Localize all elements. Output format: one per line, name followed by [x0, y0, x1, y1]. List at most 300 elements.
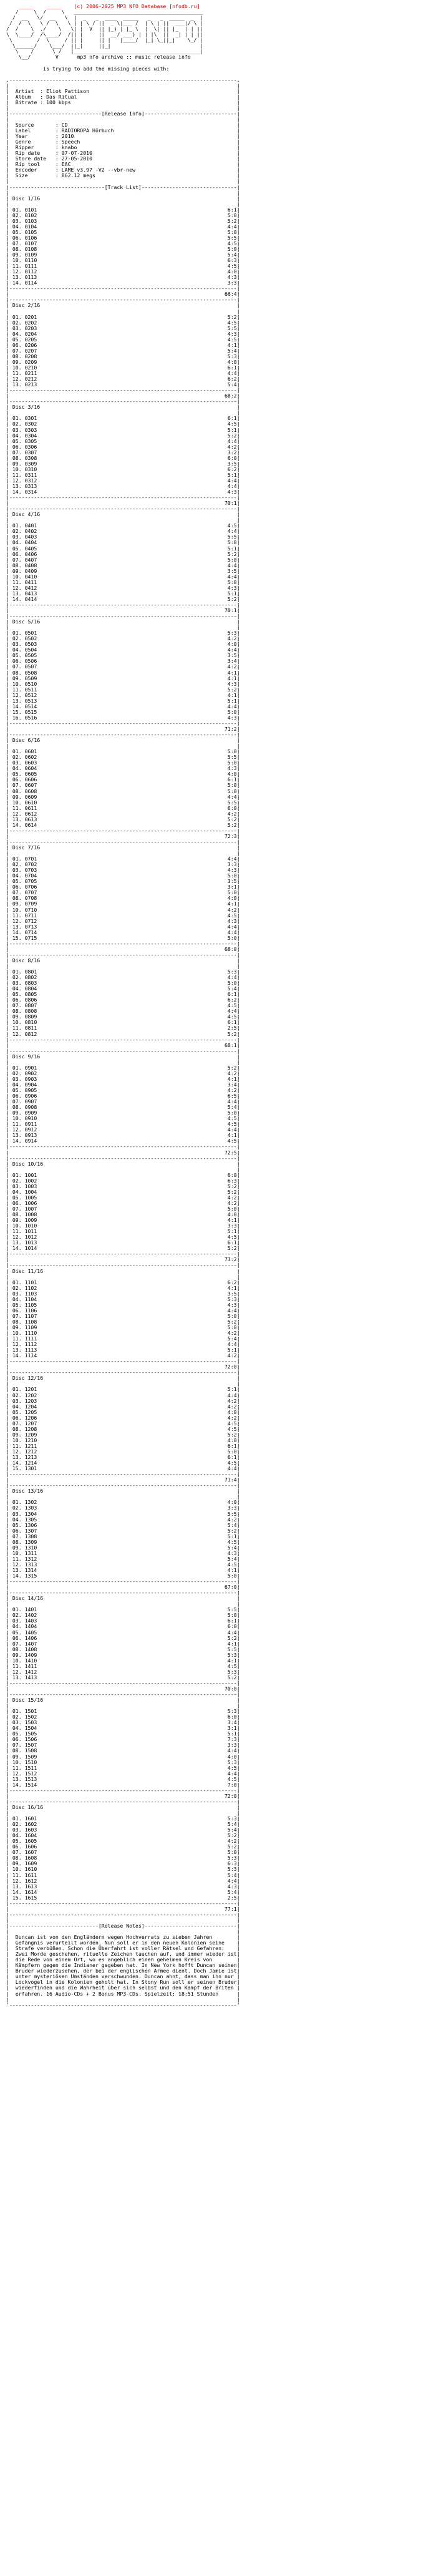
- disc-sep: |--------------------------------------------------------------------------|: [6, 951, 240, 958]
- track-row: | 01. 0601 5:0|: [6, 748, 240, 755]
- track-row: | 09. 0709 4:1|: [6, 900, 240, 907]
- track-row: | 07. 0507 4:2|: [6, 663, 240, 670]
- track-row: | 13. 0313 4:4|: [6, 482, 240, 489]
- track-row: | 13. 1213 6:1|: [6, 1454, 240, 1461]
- track-row: | 01. 1001 6:0|: [6, 1171, 240, 1178]
- track-row: | 03. 1203 4:2|: [6, 1397, 240, 1404]
- disc-label: | Disc 11/16 |: [6, 1267, 240, 1274]
- track-row: | 02. 1303 3:3|: [6, 1505, 240, 1511]
- track-row: | 16. 0516 4:3|: [6, 714, 240, 721]
- disc-blank: | |: [6, 200, 240, 207]
- track-row: | 04. 1504 3:1|: [6, 1725, 240, 1732]
- track-row: | 05. 0305 4:4|: [6, 437, 240, 444]
- disc-label: | Disc 1/16 |: [6, 195, 240, 202]
- track-row: | 06. 0106 5:5|: [6, 234, 240, 241]
- release-info-line: | Store date : 27-05-2010 |: [6, 155, 240, 162]
- disc-sep: |--------------------------------------------------------------------------|: [6, 1154, 240, 1161]
- track-row: | 02. 0902 4:2|: [6, 1070, 240, 1076]
- disc-sep: |--------------------------------------------------------------------------|: [6, 1251, 240, 1257]
- track-row: | 06. 0206 4:1|: [6, 341, 240, 348]
- track-row: | 01. 0301 6:1|: [6, 415, 240, 422]
- disc-blank: | |: [6, 1380, 240, 1387]
- disc-sep: |--------------------------------------------------------------------------|: [6, 940, 240, 947]
- disc-sep: |--------------------------------------------------------------------------|: [6, 613, 240, 620]
- track-row: | 09. 0309 3:5|: [6, 460, 240, 467]
- track-row: | 10. 1410 4:1|: [6, 1657, 240, 1664]
- track-row: | 12. 1012 4:5|: [6, 1234, 240, 1241]
- track-row: | 03. 1403 6:1|: [6, 1617, 240, 1624]
- track-row: | 03. 1603 5:4|: [6, 1827, 240, 1833]
- track-row: | 13. 0413 5:1|: [6, 590, 240, 597]
- disc-sep: |--------------------------------------------------------------------------|: [6, 731, 240, 738]
- release-info-line: | Rip date : 07-07-2010 |: [6, 150, 240, 157]
- disc-total: | 68:2|: [6, 393, 240, 399]
- track-row: | 10. 0710 4:2|: [6, 906, 240, 913]
- track-row: | 07. 0107 4:5|: [6, 240, 240, 246]
- track-row: | 07. 0807 4:5|: [6, 1002, 240, 1009]
- track-row: | 12. 1512 4:4|: [6, 1770, 240, 1777]
- disc-sep: |--------------------------------------------------------------------------|: [6, 1578, 240, 1585]
- track-row: | 12. 0312 4:4|: [6, 477, 240, 484]
- track-row: | 03. 1103 3:5|: [6, 1290, 240, 1297]
- disc-total: | 72:5|: [6, 1149, 240, 1156]
- header-logo-line: \__/ V mp3 nfo archive :: music release info: [6, 54, 191, 61]
- release-notes-title: |-----------------------------[Release Notes]------------------------------|: [6, 1922, 240, 1929]
- track-row: | 04. 0904 3:4|: [6, 1081, 240, 1088]
- track-row: | 14. 1315 5:0|: [6, 1573, 240, 1579]
- track-row: | 01. 0201 5:2|: [6, 313, 240, 320]
- notes-line: | wiederfinden und die Wahrheit über sich selbst und den Kampf der Briten |: [6, 1984, 240, 1991]
- track-row: | 07. 1607 5:0|: [6, 1849, 240, 1856]
- track-row: | 08. 1309 4:5|: [6, 1538, 240, 1545]
- track-row: | 14. 0714 4:4|: [6, 929, 240, 935]
- track-row: | 05. 1405 4:4|: [6, 1629, 240, 1636]
- notes-line: | Bruder wiederzusehen, der bei der englischen Armee dient. Doch Jamie ist|: [6, 1968, 240, 1974]
- track-row: | 09. 0609 4:4|: [6, 793, 240, 800]
- disc-total: | 72:3|: [6, 832, 240, 839]
- disc-total: | 71:4|: [6, 1476, 240, 1483]
- track-row: | 14. 1014 5:2|: [6, 1245, 240, 1252]
- track-row: | 05. 0905 4:2|: [6, 1087, 240, 1093]
- disc-sep: |--------------------------------------------------------------------------|: [6, 1900, 240, 1906]
- track-row: | 14. 0414 5:2|: [6, 595, 240, 602]
- track-row: | 04. 1404 6:0|: [6, 1623, 240, 1630]
- track-row: | 05. 0405 5:1|: [6, 545, 240, 552]
- track-row: | 08. 0108 5:0|: [6, 246, 240, 253]
- header-logo-line: / \ / \ __________________________________________: [6, 9, 203, 16]
- track-row: | 09. 0109 5:4|: [6, 251, 240, 258]
- track-row: | 08. 0808 4:4|: [6, 1008, 240, 1015]
- track-row: | 12. 1612 4:4|: [6, 1877, 240, 1884]
- track-row: | 03. 1304 5:5|: [6, 1510, 240, 1517]
- disc-blank: | |: [6, 1493, 240, 1500]
- track-row: | 08. 1608 5:3|: [6, 1855, 240, 1861]
- track-row: | 09. 0209 4:0|: [6, 358, 240, 365]
- track-row: | 03. 0903 4:1|: [6, 1075, 240, 1082]
- track-row: | 04. 0604 4:3|: [6, 765, 240, 772]
- track-row: | 07. 1007 5:0|: [6, 1205, 240, 1212]
- track-row: | 06. 1006 4:2|: [6, 1199, 240, 1206]
- track-row: | 07. 0607 5:0|: [6, 782, 240, 789]
- track-row: | 06. 0306 4:2|: [6, 443, 240, 450]
- track-row: | 02. 0402 4:4|: [6, 528, 240, 535]
- disc-sep: |--------------------------------------------------------------------------|: [6, 720, 240, 726]
- track-row: | 10. 1311 4:3|: [6, 1549, 240, 1556]
- notes-blank: | |: [6, 1928, 240, 1934]
- track-row: | 12. 0412 4:3|: [6, 584, 240, 591]
- track-row: | 07. 0907 4:4|: [6, 1098, 240, 1105]
- track-row: | 06. 0406 5:2|: [6, 550, 240, 557]
- track-row: | 08. 1208 4:5|: [6, 1425, 240, 1432]
- info-line: | Artist : Eliot Pattison |: [6, 87, 240, 94]
- track-row: | 10. 0910 4:5|: [6, 1115, 240, 1122]
- track-row: | 12. 0712 4:3|: [6, 917, 240, 924]
- disc-label: | Disc 8/16 |: [6, 957, 240, 964]
- track-row: | 13. 0713 4:4|: [6, 923, 240, 930]
- track-row: | 08. 0508 4:1|: [6, 669, 240, 676]
- disc-total: | 68:1|: [6, 1042, 240, 1048]
- header-logo-line: / __ \/ __ \ | _ _ ____ _____ _ _ _____ _ |: [6, 14, 203, 21]
- notes-line: | erfahren. 16 Audio-CDs + 2 Bonus MP3-CDs. Spielzeit: 18:51 Stunden |: [6, 1990, 240, 1997]
- track-row: | 06. 0606 6:1|: [6, 776, 240, 783]
- disc-blank: | |: [6, 409, 240, 416]
- track-row: | 03. 0803 5:0|: [6, 980, 240, 987]
- release-box-blank: | |: [6, 115, 240, 122]
- disc-blank: | |: [6, 517, 240, 524]
- track-row: | 06. 1406 5:2|: [6, 1634, 240, 1641]
- track-row: | 12. 0212 6:2|: [6, 376, 240, 383]
- release-info-line: | Source : CD |: [6, 121, 240, 128]
- track-row: | 04. 1004 5:2|: [6, 1188, 240, 1195]
- track-row: | 14. 0614 5:2|: [6, 821, 240, 828]
- track-row: | 06. 1206 4:2|: [6, 1414, 240, 1421]
- track-row: | 02. 0102 5:0|: [6, 212, 240, 218]
- track-row: | 03. 0603 5:0|: [6, 759, 240, 766]
- disc-blank: | |: [6, 1702, 240, 1709]
- track-row: | 12. 1313 4:5|: [6, 1561, 240, 1568]
- track-row: | 01. 1501 5:3|: [6, 1708, 240, 1715]
- track-row: | 15. 0515 5:0|: [6, 708, 240, 715]
- disc-total: | 68:0|: [6, 945, 240, 952]
- track-row: | 03. 0703 4:3|: [6, 867, 240, 874]
- notes-line: | die Rede von einem Ort, wo es angeblich einen geheimen Kreis von |: [6, 1956, 240, 1963]
- disc-sep: |--------------------------------------------------------------------------|: [6, 1369, 240, 1376]
- track-row: | 14. 0314 4:3|: [6, 489, 240, 495]
- track-row: | 01. 1601 5:3|: [6, 1815, 240, 1822]
- track-row: | 10. 1110 4:2|: [6, 1330, 240, 1337]
- track-box-blank: | |: [6, 189, 240, 196]
- disc-total: | 67:0|: [6, 1584, 240, 1591]
- header-logo-line: _____ _____ (c) 2006-2025 MP3 NFO Database [nfodb.ru]: [6, 3, 200, 9]
- track-row: | 05. 0205 4:5|: [6, 336, 240, 343]
- track-row: | 07. 1308 5:1|: [6, 1533, 240, 1539]
- track-row: | 05. 1605 4:2|: [6, 1838, 240, 1845]
- track-row: | 11. 0311 5:1|: [6, 471, 240, 478]
- disc-blank: | |: [6, 624, 240, 631]
- track-row: | 10. 1210 4:0|: [6, 1437, 240, 1443]
- track-row: | 10. 0510 4:3|: [6, 680, 240, 687]
- header-logo-line: \ / \ / |_________________________________________|: [6, 48, 203, 55]
- disc-sep: |--------------------------------------------------------------------------|: [6, 1358, 240, 1365]
- track-row: | 05. 0605 4:0|: [6, 771, 240, 778]
- release-info-line: | Size : 862.12 megs |: [6, 172, 240, 179]
- track-row: | 01. 1201 5:1|: [6, 1386, 240, 1393]
- track-row: | 02. 0202 4:5|: [6, 319, 240, 326]
- disc-label: | Disc 14/16 |: [6, 1595, 240, 1602]
- track-row: | 12. 0812 5:2|: [6, 1030, 240, 1037]
- track-row: | 08. 1408 5:5|: [6, 1646, 240, 1652]
- track-row: | 07. 0207 5:4|: [6, 347, 240, 354]
- track-row: | 12. 0512 4:1|: [6, 691, 240, 698]
- header-logo-line: is trying to add the missing pieces with:: [6, 65, 170, 72]
- notes-line: | unter mysteriösen Umständen verschwunden. Duncan ahnt, dass man ihn nur |: [6, 1973, 240, 1980]
- track-row: | 09. 0909 5:0|: [6, 1110, 240, 1116]
- track-row: | 06. 0506 3:4|: [6, 658, 240, 665]
- track-row: | 01. 1101 6:2|: [6, 1279, 240, 1286]
- track-row: | 11. 0811 2:5|: [6, 1025, 240, 1032]
- info-box-blank: | |: [6, 82, 240, 89]
- track-row: | 12. 1112 4:4|: [6, 1341, 240, 1348]
- track-row: | 12. 0112 4:0|: [6, 268, 240, 275]
- track-row: | 10. 1010 3:3|: [6, 1222, 240, 1229]
- track-row: | 01. 0401 4:5|: [6, 522, 240, 529]
- info-line: | Bitrate : 100 kbps |: [6, 99, 240, 105]
- track-row: | 11. 0211 4:4|: [6, 370, 240, 377]
- notes-line: | Kämpfern gegen die Indianer gegeben hat. In New York hofft Duncan seinen|: [6, 1962, 240, 1969]
- notes-blank: | |: [6, 1996, 240, 2003]
- release-box-blank: | |: [6, 178, 240, 185]
- track-row: | 06. 1606 5:2|: [6, 1843, 240, 1850]
- track-row: | 14. 0914 4:5|: [6, 1138, 240, 1144]
- track-row: | 13. 1013 6:1|: [6, 1239, 240, 1246]
- disc-sep: |--------------------------------------------------------------------------|: [6, 1911, 240, 1918]
- track-row: | 11. 1011 5:1|: [6, 1228, 240, 1235]
- track-row: | 03. 0103 5:2|: [6, 217, 240, 224]
- release-info-line: | Year : 2010 |: [6, 133, 240, 140]
- disc-label: | Disc 16/16 |: [6, 1803, 240, 1810]
- track-row: | 11. 0511 5:2|: [6, 686, 240, 693]
- disc-sep: |--------------------------------------------------------------------------|: [6, 1691, 240, 1698]
- disc-label: | Disc 12/16 |: [6, 1375, 240, 1382]
- track-row: | 08. 0208 5:3|: [6, 353, 240, 359]
- track-row: | 09. 0809 4:5|: [6, 1013, 240, 1020]
- notes-line: | Gefängnis verurteilt worden. Nun soll er in den neuen Kolonien seine |: [6, 1939, 240, 1946]
- track-row: | 07. 0307 3:2|: [6, 449, 240, 456]
- disc-total: | 70:1|: [6, 607, 240, 614]
- track-row: | 02. 1602 5:4|: [6, 1821, 240, 1828]
- disc-sep: |--------------------------------------------------------------------------|: [6, 285, 240, 292]
- track-list-title: |-------------------------------[Track List]-------------------------------|: [6, 183, 240, 190]
- track-row: | 05. 1306 5:4|: [6, 1521, 240, 1528]
- track-row: | 14. 1114 4:2|: [6, 1352, 240, 1359]
- disc-label: | Disc 7/16 |: [6, 844, 240, 851]
- header-logo-line: \ \____/ /\____/ /|| | || __/ ___) | | |\ || _| | | ||: [6, 31, 203, 38]
- track-row: | 08. 0908 5:4|: [6, 1104, 240, 1111]
- disc-total: | 77:1|: [6, 1905, 240, 1912]
- disc-sep: |--------------------------------------------------------------------------|: [6, 398, 240, 405]
- track-row: | 10. 0810 6:1|: [6, 1019, 240, 1026]
- track-row: | 07. 0407 5:0|: [6, 556, 240, 563]
- disc-sep: |--------------------------------------------------------------------------|: [6, 1679, 240, 1686]
- track-row: | 09. 1509 4:0|: [6, 1753, 240, 1760]
- disc-label: | Disc 2/16 |: [6, 302, 240, 309]
- track-row: | 10. 0310 6:2|: [6, 466, 240, 472]
- track-row: | 08. 1508 4:4|: [6, 1747, 240, 1754]
- notes-line: | Lockvogel in die Kolonien geholt hat. In Stony Run soll er seinen Bruder|: [6, 1979, 240, 1986]
- header-logo-line: \ / \ / || | || | |____/ |_| \_||_| \_/ |: [6, 37, 203, 44]
- track-row: | 05. 1505 5:1|: [6, 1730, 240, 1737]
- release-info-line: | Rip tool : EAC |: [6, 161, 240, 168]
- track-row: | 06. 1506 7:3|: [6, 1736, 240, 1743]
- track-row: | 13. 1413 5:2|: [6, 1674, 240, 1681]
- track-row: | 14. 0514 4:4|: [6, 703, 240, 710]
- track-row: | 06. 0906 6:5|: [6, 1093, 240, 1100]
- track-row: | 11. 0911 4:5|: [6, 1121, 240, 1128]
- track-row: | 01. 0501 5:3|: [6, 630, 240, 637]
- track-row: | 04. 0104 4:4|: [6, 223, 240, 230]
- disc-sep: |--------------------------------------------------------------------------|: [6, 1471, 240, 1478]
- track-row: | 02. 0302 4:5|: [6, 421, 240, 427]
- header-logo-line: / / \ \ / \ \ | | \ / || _ \|___ / | \ | || ___|/ \ |: [6, 20, 203, 27]
- disc-total: | 70:1|: [6, 500, 240, 507]
- track-row: | 07. 1207 4:5|: [6, 1420, 240, 1427]
- disc-blank: | |: [6, 850, 240, 857]
- track-row: | 12. 1212 5:0|: [6, 1448, 240, 1455]
- track-row: | 13. 0113 4:3|: [6, 274, 240, 281]
- track-row: | 10. 0110 6:3|: [6, 257, 240, 264]
- disc-sep: |--------------------------------------------------------------------------|: [6, 838, 240, 845]
- track-row: | 06. 0806 6:2|: [6, 997, 240, 1003]
- track-row: | 03. 1503 3:4|: [6, 1719, 240, 1726]
- track-row: | 13. 1613 4:3|: [6, 1883, 240, 1890]
- disc-label: | Disc 9/16 |: [6, 1053, 240, 1060]
- nfo-document: [6, 4, 443, 2008]
- track-row: | 02. 1202 4:4|: [6, 1392, 240, 1398]
- disc-sep: |--------------------------------------------------------------------------|: [6, 1047, 240, 1054]
- track-row: | 14. 1614 5:4|: [6, 1888, 240, 1895]
- track-row: | 03. 0203 5:5|: [6, 324, 240, 331]
- track-row: | 13. 1113 5:1|: [6, 1347, 240, 1354]
- release-info-title: |------------------------------[Release Info]------------------------------|: [6, 110, 240, 117]
- track-row: | 04. 1305 4:2|: [6, 1516, 240, 1523]
- track-row: | 07. 1107 5:0|: [6, 1312, 240, 1319]
- disc-label: | Disc 6/16 |: [6, 737, 240, 744]
- track-row: | 04. 1204 4:2|: [6, 1403, 240, 1410]
- track-row: | 03. 1003 5:2|: [6, 1183, 240, 1189]
- track-row: | 05. 1005 4:2|: [6, 1194, 240, 1201]
- track-row: | 02. 1102 4:1|: [6, 1284, 240, 1291]
- track-row: | 11. 1211 6:1|: [6, 1442, 240, 1449]
- track-row: | 05. 0805 6:1|: [6, 991, 240, 998]
- track-row: | 03. 0503 4:0|: [6, 641, 240, 648]
- track-row: | 05. 0705 3:5|: [6, 878, 240, 885]
- release-info-line: | Ripper : knabo |: [6, 144, 240, 151]
- release-info-line: | Label : RADIOROPA Hörbuch |: [6, 127, 240, 134]
- track-row: | 14. 0114 3:3|: [6, 280, 240, 286]
- track-row: | 07. 0707 5:0|: [6, 889, 240, 896]
- track-row: | 11. 1411 4:5|: [6, 1662, 240, 1669]
- track-row: | 04. 1104 5:3|: [6, 1295, 240, 1302]
- track-row: | 13. 0213 5:4|: [6, 381, 240, 388]
- track-row: | 09. 1409 5:3|: [6, 1651, 240, 1658]
- disc-label: | Disc 4/16 |: [6, 511, 240, 518]
- track-row: | 13. 0513 5:1|: [6, 697, 240, 704]
- track-row: | 04. 0404 5:0|: [6, 539, 240, 546]
- track-row: | 11. 0611 6:0|: [6, 804, 240, 811]
- track-row: | 08. 0708 4:0|: [6, 895, 240, 902]
- track-row: | 06. 1106 4:4|: [6, 1307, 240, 1314]
- track-row: | 02. 0802 4:4|: [6, 974, 240, 981]
- disc-sep: |--------------------------------------------------------------------------|: [6, 1262, 240, 1269]
- disc-blank: | |: [6, 1601, 240, 1608]
- track-row: | 04. 1604 5:2|: [6, 1832, 240, 1839]
- track-row: | 08. 1008 4:0|: [6, 1211, 240, 1218]
- disc-sep: |--------------------------------------------------------------------------|: [6, 827, 240, 834]
- track-row: | 01. 1401 5:5|: [6, 1606, 240, 1613]
- disc-blank: | |: [6, 1166, 240, 1173]
- track-row: | 11. 1611 5:4|: [6, 1871, 240, 1878]
- disc-blank: | |: [6, 743, 240, 749]
- track-row: | 15. 1301 4:4|: [6, 1465, 240, 1472]
- track-row: | 03. 0403 5:5|: [6, 534, 240, 540]
- disc-blank: | |: [6, 1273, 240, 1280]
- disc-sep: |--------------------------------------------------------------------------|: [6, 494, 240, 501]
- track-row: | 06. 1307 5:2|: [6, 1527, 240, 1534]
- track-row: | 10. 1610 5:3|: [6, 1866, 240, 1873]
- track-row: | 01. 0101 6:1|: [6, 206, 240, 213]
- track-row: | 11. 0711 4:5|: [6, 912, 240, 919]
- release-info-line: | Genre : Speech |: [6, 139, 240, 145]
- track-row: | 09. 0509 4:1|: [6, 675, 240, 681]
- disc-blank: | |: [6, 1810, 240, 1816]
- notes-line: | Duncan ist von den Engländern wegen Hochverrats zu sieben Jahren |: [6, 1934, 240, 1941]
- disc-blank: | |: [6, 962, 240, 969]
- track-row: | 08. 0308 6:0|: [6, 454, 240, 461]
- track-row: | 09. 1609 6:3|: [6, 1860, 240, 1867]
- track-row: | 09. 1109 5:0|: [6, 1324, 240, 1330]
- track-row: | 13. 0913 4:1|: [6, 1132, 240, 1139]
- track-row: | 04. 0204 4:3|: [6, 330, 240, 337]
- disc-total: | 72:0|: [6, 1792, 240, 1799]
- disc-label: | Disc 15/16 |: [6, 1697, 240, 1704]
- notes-line: | Zwei Morde geschehen, rituelle Zeichen tauchen auf, und immer wieder ist|: [6, 1951, 240, 1958]
- track-row: | 09. 1009 4:1|: [6, 1217, 240, 1224]
- track-row: | 05. 1105 4:3|: [6, 1301, 240, 1308]
- track-row: | 13. 1513 4:5|: [6, 1775, 240, 1782]
- header-logo-line: / / \ ./ \ \| | V || |_) | |_ \ | \| || |_ | | ||: [6, 26, 203, 32]
- track-row: | 11. 1511 4:5|: [6, 1764, 240, 1771]
- disc-label: | Disc 5/16 |: [6, 618, 240, 625]
- disc-sep: |--------------------------------------------------------------------------|: [6, 1036, 240, 1043]
- track-row: | 01. 0701 4:4|: [6, 856, 240, 862]
- track-row: | 04. 0504 4:4|: [6, 646, 240, 653]
- disc-total: | 73:2|: [6, 1256, 240, 1263]
- track-row: | 10. 0410 4:4|: [6, 573, 240, 580]
- disc-sep: |--------------------------------------------------------------------------|: [6, 1787, 240, 1793]
- track-row: | 11. 1312 5:4|: [6, 1555, 240, 1562]
- track-row: | 01. 0801 5:3|: [6, 968, 240, 975]
- track-row: | 04. 0304 5:2|: [6, 432, 240, 439]
- disc-sep: |--------------------------------------------------------------------------|: [6, 505, 240, 512]
- track-row: | 02. 1402 5:0|: [6, 1612, 240, 1619]
- track-row: | 02. 0602 5:5|: [6, 754, 240, 761]
- disc-label: | Disc 13/16 |: [6, 1488, 240, 1495]
- track-row: | 02. 0702 3:3|: [6, 861, 240, 868]
- disc-total: | 72:0|: [6, 1364, 240, 1370]
- disc-blank: | |: [6, 1058, 240, 1065]
- track-row: | 11. 0411 5:0|: [6, 578, 240, 585]
- disc-label: | Disc 10/16 |: [6, 1160, 240, 1167]
